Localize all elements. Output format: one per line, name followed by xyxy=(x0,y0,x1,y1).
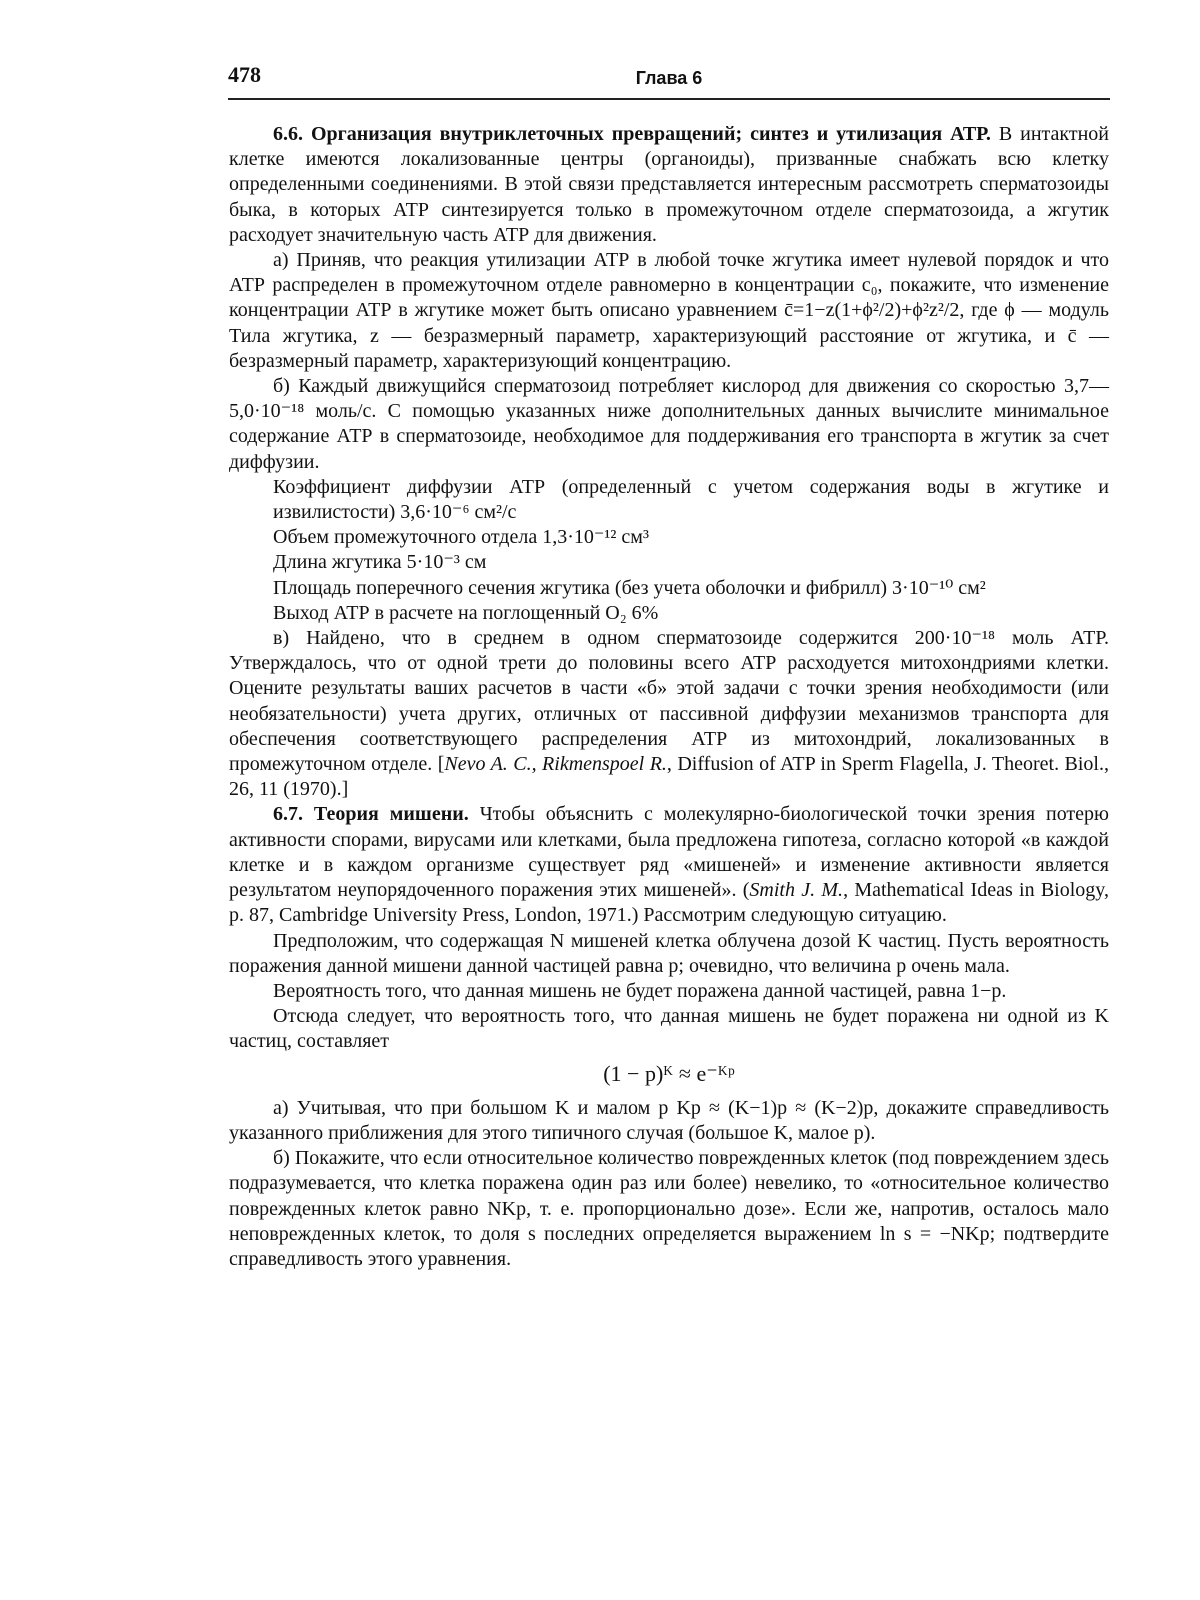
formula-survival-probability: (1 − p)ᴷ ≈ e⁻ᴷᵖ xyxy=(603,1060,735,1086)
part-c-citation-authors: Nevo A. C., Rikmenspoel R. xyxy=(444,753,667,776)
problem-6-6-part-b: б) Каждый движущийся сперматозоид потребляет кислород для движения со скоростью 3,7—5,0·10⁻¹⁸ моль/с. С помощью указанных ниже дополнительных данных вычислите минимальное содержание АТР в сперматозоиде, необходимое для поддерживания его транспорта в жгутик за счет диффузии. xyxy=(229,375,1109,473)
problem-6-6-intro-text: В интактной клетке имеются локализованные центры (органоиды), призванные снабжать всю клетку определенными соединениями. В этой связи представляется интересным рассмотреть сперматозоиды быка, в которых АТР синтезируется только в промежуточном отделе сперматозоида, а жгутик расходует значительную часть АТР для движения. xyxy=(229,123,1109,246)
problem-6-6-heading: 6.6. Организация внутриклеточных превращений; синтез и утилизация АТР. xyxy=(273,123,991,145)
part-c-citation-rest: , Diffusion of ATP in Sperm Flagella, J. Theoret. Biol., 26, 11 (1970).] xyxy=(229,753,1109,801)
problem-6-7-citation-author: Smith J. M. xyxy=(749,879,844,902)
data-atp-yield: Выход АТР в расчете на поглощенный O₂ 6% xyxy=(273,601,659,624)
problem-6-6-intro xyxy=(229,122,1109,248)
page-number: 478 xyxy=(228,62,261,87)
data-diffusion-coefficient: Коэффициент диффузии АТР (определенный с учетом содержания воды в жгутике и извилистости) 3,6·10⁻⁶ см²/с xyxy=(273,475,1109,524)
data-midpiece-volume: Объем промежуточного отдела 1,3·10⁻¹² см³ xyxy=(273,526,649,549)
problem-6-7-para-3: Вероятность того, что данная мишень не будет поражена данной частицей, равна 1−p. xyxy=(273,979,1007,1002)
problem-6-6-part-c xyxy=(229,626,1109,802)
problem-6-7-para-2: Предположим, что содержащая N мишеней клетка облучена дозой K частиц. Пусть вероятность поражения данной мишени данной частицей равна p; очевидно, что величина p очень мала. xyxy=(229,929,1109,977)
part-c-text: в) Найдено, что в среднем в одном сперматозоиде содержится 200·10⁻¹⁸ моль АТР. Утверждалось, что от одной трети до половины всего АТР расходуется митохондриями клетки. Оцените результаты ваших расчетов в части «б» этой задачи с точки зрения необходимости (или необязательности) учета других, отличных от пассивной диффузии механизмов транспорта для обеспечения соответствующего распределения АТР из митохондрий, локализованных в промежуточном отделе. [ xyxy=(229,627,1109,776)
problem-6-7-intro xyxy=(229,802,1109,928)
chapter-title: Глава 6 xyxy=(635,68,703,88)
problem-6-7-para-4: Отсюда следует, что вероятность того, что данная мишень не будет поражена ни одной из K частиц, составляет xyxy=(229,1005,1109,1053)
page-body xyxy=(229,122,1109,1272)
page-header xyxy=(228,62,1110,100)
problem-6-7-part-b: б) Покажите, что если относительное количество поврежденных клеток (под повреждением здесь подразумевается, что клетка поражена один раз или более) невелико, то «относительное количество поврежденных клеток равно NKp, т. е. пропорционально дозе». Если же, напротив, осталось мало неповрежденных клеток, то доля s последних определяется выражением ln s = −NKp; подтвердите справедливость этого уравнения. xyxy=(229,1147,1109,1270)
problem-6-7-citation-rest: , Mathematical Ideas in Biology, p. 87, Cambridge University Press, London, 1971.) Рассмотрим следующую ситуацию. xyxy=(229,879,1110,927)
problem-6-6-part-a: а) Приняв, что реакция утилизации АТР в любой точке жгутика имеет нулевой порядок и что АТР распределен в промежуточном отделе равномерно в концентрации c₀, покажите, что изменение концентрации АТР в жгутике может быть описано уравнением c̄=1−z(1+ϕ²/2)+ϕ²z²/2, где ϕ — модуль Тила жгутика, z — безразмерный параметр, характеризующий расстояние от жгутика, и c̄ — безразмерный параметр, характеризующий концентрацию. xyxy=(229,249,1109,372)
problem-6-7-part-a: а) Учитывая, что при большом K и малом p Kp ≈ (K−1)p ≈ (K−2)p, докажите справедливость указанного приближения для этого типичного случая (большое K, малое p). xyxy=(229,1096,1109,1144)
data-cross-section-area: Площадь поперечного сечения жгутика (без учета оболочки и фибрилл) 3·10⁻¹⁰ см² xyxy=(273,576,986,599)
problem-6-7-text: Чтобы объяснить с молекулярно-биологической точки зрения потерю активности спорами, вирусами или клетками, была предложена гипотеза, согласно которой «в каждой клетке и в каждом организме существует ряд «мишеней» и изменение активности является результатом неупорядоченного поражения этих мишеней». ( xyxy=(229,803,1109,902)
data-flagellum-length: Длина жгутика 5·10⁻³ см xyxy=(273,551,487,574)
problem-6-7-heading: 6.7. Теория мишени. xyxy=(273,803,469,826)
